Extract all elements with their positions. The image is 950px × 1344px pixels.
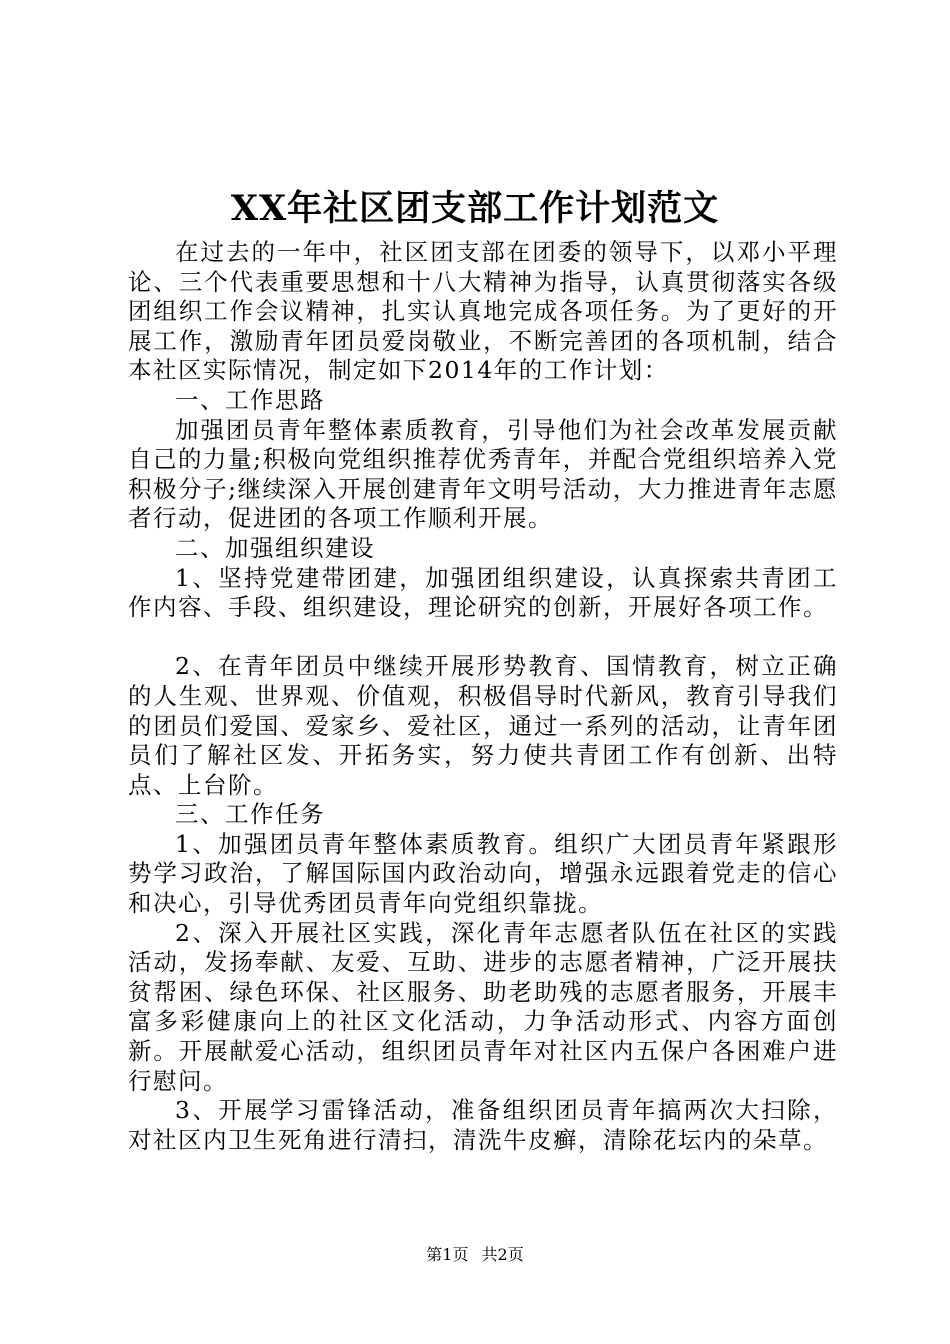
intro-paragraph: 在过去的一年中，社区团支部在团委的领导下，以邓小平理论、三个代表重要思想和十八大精神为指导，认真贯彻落实各级团组织工作会议精神，扎实认真地完成各项任务。为了更好的开展工作，激励青年团员爱岗敬业，不断完善团的各项机制，结合本社区实际情况，制定如下2014年的工作计划：	[128, 238, 838, 385]
document-title: XX年社区团支部工作计划范文	[230, 188, 720, 229]
task-item-3: 3、开展学习雷锋活动，准备组织团员青年搞两次大扫除，对社区内卫生死角进行清扫，清洗牛皮癣，清除花坛内的朵草。	[128, 1096, 838, 1154]
organization-item-1: 1、坚持党建带团建，加强团组织建设，认真探索共青团工作内容、手段、组织建设，理论研究的创新，开展好各项工作。	[128, 563, 838, 622]
section-heading-work-approach: 一、工作思路	[175, 385, 325, 414]
page-number-current: 第1页	[426, 1245, 469, 1264]
work-approach-paragraph: 加强团员青年整体素质教育，引导他们为社会改革发展贡献自己的力量;积极向党组织推荐优秀青年，并配合党组织培养入党积极分子;继续深入开展创建青年文明号活动，大力推进青年志愿者行动，促进团的各项工作顺利开展。	[128, 415, 838, 533]
section-heading-tasks: 三、工作任务	[175, 800, 325, 829]
task-item-1: 1、加强团员青年整体素质教育。组织广大团员青年紧跟形势学习政治，了解国际国内政治动向，增强永远跟着党走的信心和决心，引导优秀团员青年向党组织靠拢。	[128, 829, 838, 918]
task-item-2: 2、深入开展社区实践，深化青年志愿者队伍在社区的实践活动，发扬奉献、友爱、互助、进步的志愿者精神，广泛开展扶贫帮困、绿色环保、社区服务、助老助残的志愿者服务，开展丰富多彩健康向上的社区文化活动，力争活动形式、内容方面创新。开展献爱心活动，组织团员青年对社区内五保户各困难户进行慰问。	[128, 918, 838, 1095]
page-number-total: 共2页	[481, 1245, 524, 1264]
organization-item-2: 2、在青年团员中继续开展形势教育、国情教育，树立正确的人生观、世界观、价值观，积极倡导时代新风，教育引导我们的团员们爱国、爱家乡、爱社区，通过一系列的活动，让青年团员们了解社区发、开拓务实，努力使共青团工作有创新、出特点、上台阶。	[128, 652, 838, 799]
page-footer	[0, 1244, 950, 1266]
section-heading-organization: 二、加强组织建设	[175, 533, 375, 562]
document-body	[128, 238, 838, 1155]
